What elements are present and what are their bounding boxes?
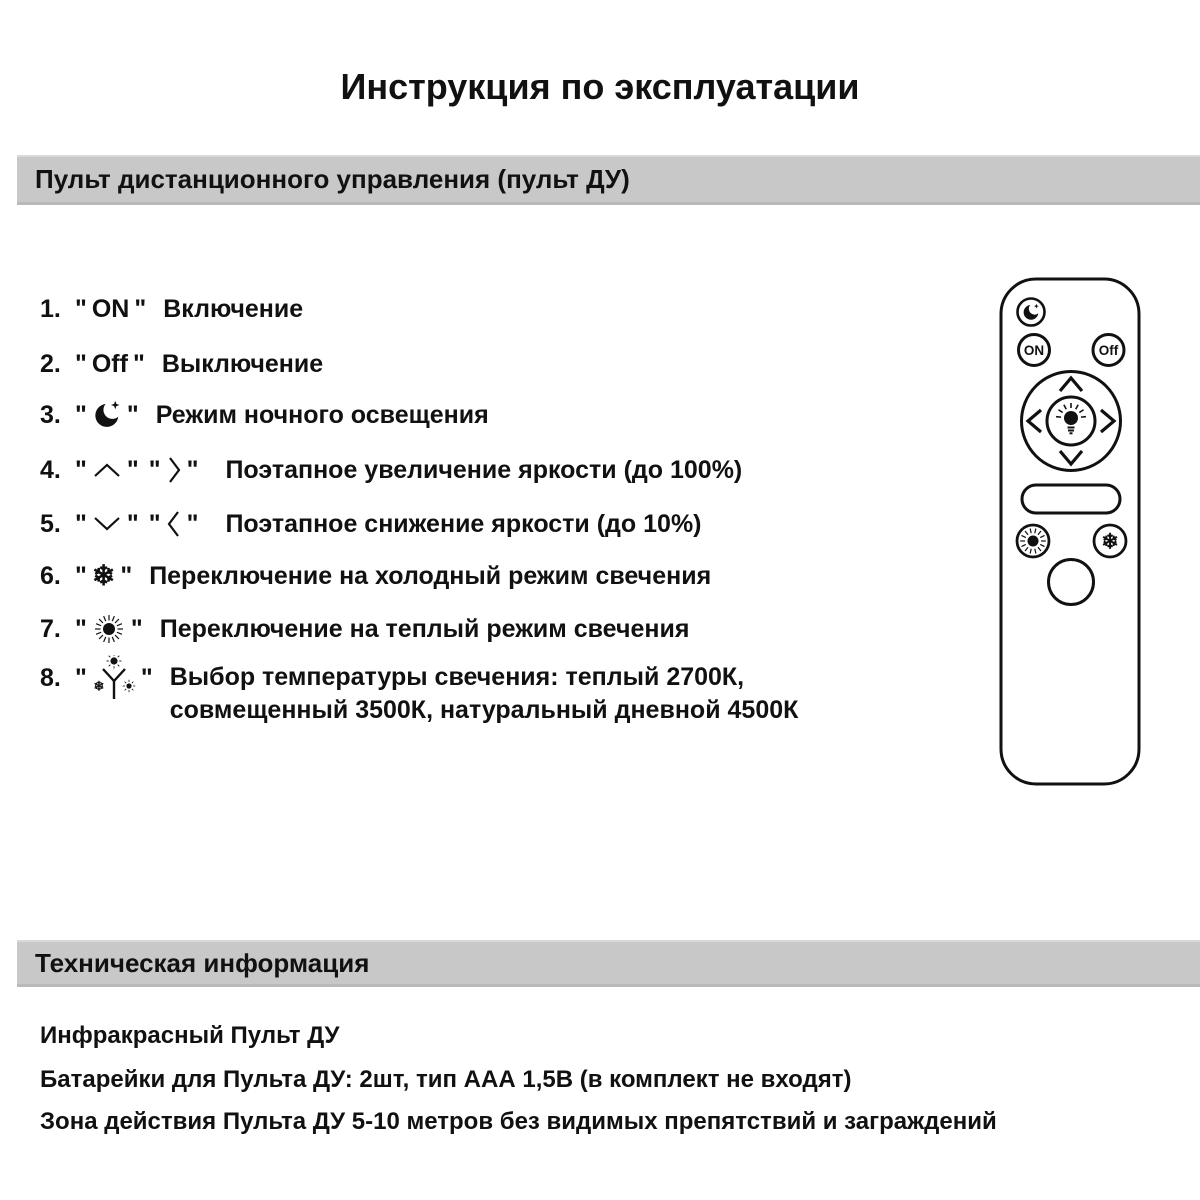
section-header-remote-label: Пульт дистанционного управления (пульт ДУ) bbox=[35, 164, 630, 194]
item-text: Включение bbox=[163, 294, 304, 323]
quote-mark: " bbox=[134, 294, 147, 323]
snowflake-icon: ❄ bbox=[91, 560, 116, 591]
quote-mark: " bbox=[126, 400, 139, 429]
section-header-tech bbox=[17, 940, 1200, 987]
quote-mark: " bbox=[75, 400, 87, 429]
quote-mark: " bbox=[75, 509, 87, 538]
chevron-down-icon bbox=[92, 514, 122, 534]
item-text-line2: совмещенный 3500К, натуральный дневной 4500К bbox=[169, 696, 799, 724]
quote-mark: " bbox=[75, 349, 87, 378]
item-text: Поэтапное увеличение яркости (до 100%) bbox=[225, 455, 743, 484]
chevron-up-icon bbox=[92, 460, 122, 480]
item-number: 7. bbox=[40, 614, 61, 643]
item-number: 5. bbox=[40, 509, 61, 538]
item-number: 6. bbox=[40, 561, 61, 590]
item-number: 8. bbox=[40, 664, 61, 692]
quote-mark: " bbox=[75, 664, 87, 692]
svg-text:Off: Off bbox=[1098, 343, 1119, 358]
off-button-label: Off bbox=[91, 349, 128, 378]
quote-mark: " bbox=[126, 455, 139, 484]
quote-mark: " bbox=[132, 349, 145, 378]
svg-text:ON: ON bbox=[1023, 343, 1045, 358]
snowflake-icon: ❄ bbox=[1101, 530, 1119, 554]
quote-mark: " bbox=[75, 455, 87, 484]
on-button-label: ON bbox=[91, 294, 130, 323]
quote-mark: " bbox=[148, 455, 161, 484]
item-text-line1: Выбор температуры свечения: теплый 2700К, bbox=[169, 663, 745, 691]
item-text: Поэтапное снижение яркости (до 10%) bbox=[225, 509, 702, 538]
section-header-tech-label: Техническая информация bbox=[35, 947, 370, 978]
tech-line-batteries: Батарейки для Пульта ДУ: 2шт, тип ААА 1,5В (в комплект не входят) bbox=[40, 1066, 852, 1093]
list-item-2 bbox=[40, 347, 323, 381]
chevron-left-icon bbox=[166, 508, 182, 540]
list-item-8 bbox=[40, 661, 798, 727]
moon-icon bbox=[92, 400, 122, 430]
quote-mark: " bbox=[126, 509, 139, 538]
list-item-5 bbox=[40, 507, 702, 541]
list-item-1 bbox=[40, 292, 303, 326]
item-number: 4. bbox=[40, 455, 61, 484]
chevron-right-icon bbox=[166, 454, 182, 486]
quote-mark: " bbox=[120, 561, 133, 590]
item-text: Режим ночного освещения bbox=[155, 400, 489, 429]
item-text: Переключение на холодный режим свечения bbox=[149, 561, 712, 590]
sun-icon bbox=[92, 612, 126, 646]
color-temperature-icon bbox=[92, 655, 136, 703]
item-number: 2. bbox=[40, 349, 61, 378]
item-text: Переключение на теплый режим свечения bbox=[159, 614, 690, 643]
quote-mark: " bbox=[140, 664, 153, 692]
item-number: 3. bbox=[40, 400, 61, 429]
tech-line-remote-type: Инфракрасный Пульт ДУ bbox=[40, 1022, 340, 1049]
remote-control-illustration bbox=[990, 270, 1150, 800]
quote-mark: " bbox=[130, 614, 143, 643]
item-text: Выключение bbox=[161, 349, 324, 378]
quote-mark: " bbox=[186, 509, 199, 538]
quote-mark: " bbox=[148, 509, 161, 538]
quote-mark: " bbox=[75, 561, 87, 590]
list-item-7 bbox=[40, 612, 689, 646]
tech-line-range: Зона действия Пульта ДУ 5-10 метров без видимых препятствий и заграждений bbox=[40, 1108, 997, 1135]
item-number: 1. bbox=[40, 294, 61, 323]
section-header-remote bbox=[17, 155, 1200, 205]
svg-text:❄: ❄ bbox=[93, 678, 105, 694]
quote-mark: " bbox=[75, 294, 87, 323]
quote-mark: " bbox=[186, 455, 199, 484]
list-item-4 bbox=[40, 453, 742, 487]
page-title: Инструкция по эксплуатации bbox=[340, 66, 860, 107]
list-item-6 bbox=[40, 559, 711, 593]
quote-mark: " bbox=[75, 614, 87, 643]
list-item-3 bbox=[40, 398, 489, 432]
